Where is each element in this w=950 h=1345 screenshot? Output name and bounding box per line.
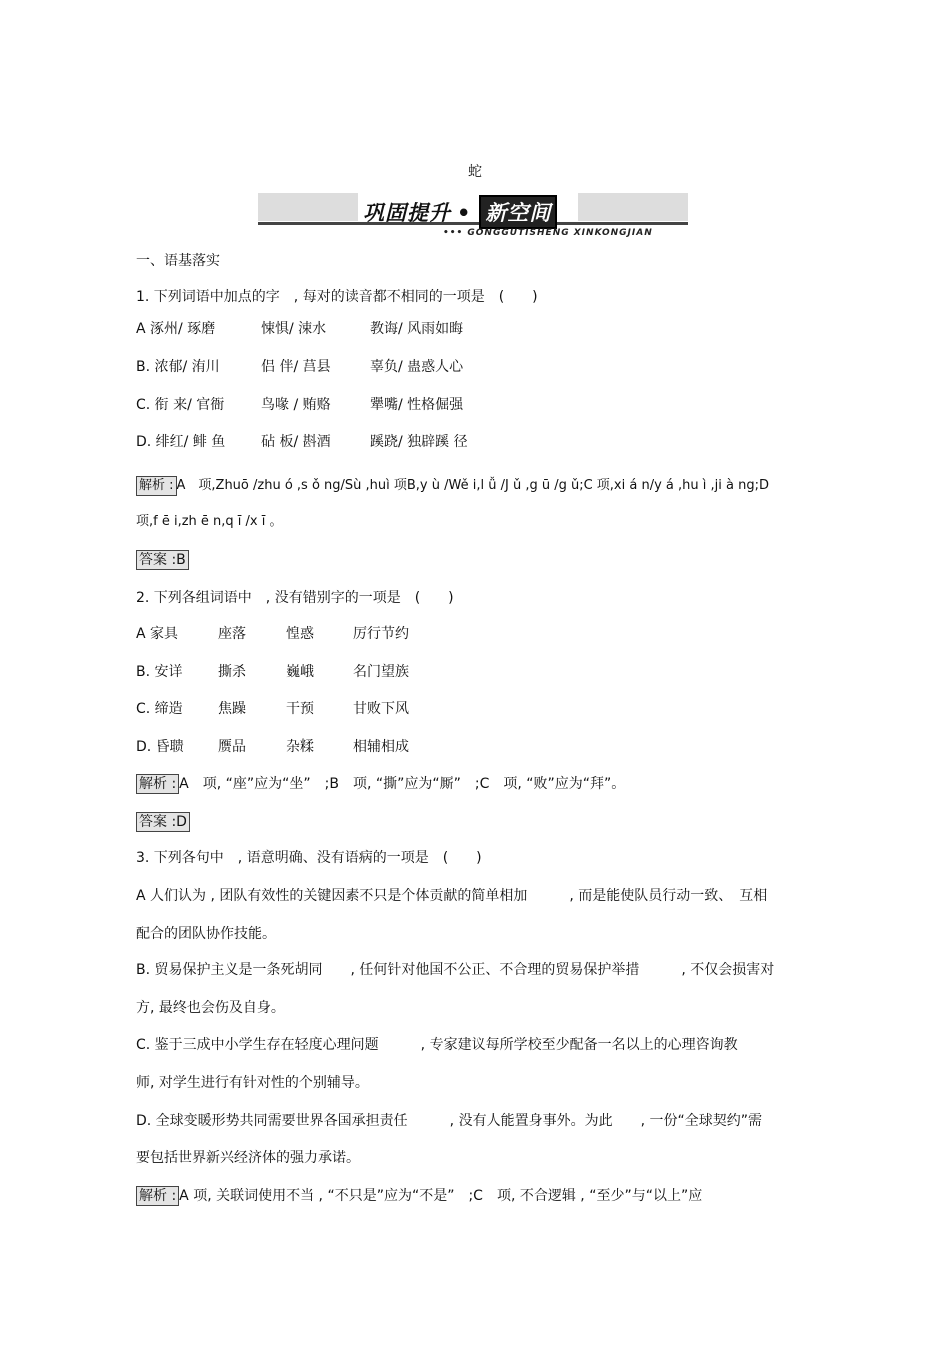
analysis-label: 解析 :: [136, 476, 177, 496]
q1-d-2: 砧 板/ 斟酒: [261, 434, 331, 450]
q2-a-2: 座落: [218, 626, 246, 642]
q2-a-3: 惶惑: [286, 626, 314, 642]
q3-analysis: [136, 1186, 702, 1206]
q2-d-3: 杂糅: [286, 739, 314, 755]
q2-answer: [136, 812, 190, 832]
banner-subtitle: ••• GONGGUTISHENG XINKONGJIAN: [443, 228, 653, 238]
answer-label: 答案 :B: [136, 550, 189, 570]
banner-title-left: 巩固提升: [363, 201, 451, 225]
answer-label: 答案 :D: [136, 812, 190, 832]
banner-dot: •: [457, 201, 472, 225]
analysis-label: 解析 :: [136, 1186, 179, 1206]
q1-c-1: C. 衔 来/ 官衙: [136, 397, 225, 413]
q2-c-4: 甘败下风: [353, 701, 409, 717]
q3-option-c-cont: 师, 对学生进行有针对性的个别辅导。: [136, 1075, 369, 1091]
q2-b-2: 撕杀: [218, 664, 246, 680]
q2-d-4: 相辅相成: [353, 739, 409, 755]
q2-stem: 2. 下列各组词语中 , 没有错别字的一项是 ( ): [136, 590, 454, 606]
page-title: 蛇: [468, 164, 482, 180]
q1-answer: [136, 550, 189, 570]
q1-d-1: D. 绯红/ 鲱 鱼: [136, 434, 226, 450]
q3-option-d-cont: 要包括世界新兴经济体的强力承诺。: [136, 1150, 360, 1166]
q2-c-1: C. 缔造: [136, 701, 183, 717]
q2-answer-value: D: [176, 814, 187, 830]
banner-title-right: 新空间: [479, 195, 557, 229]
q1-analysis: [136, 476, 769, 496]
q3-option-a-cont: 配合的团队协作技能。: [136, 926, 276, 942]
q2-b-4: 名门望族: [353, 664, 409, 680]
q3-option-b-cont: 方, 最终也会伤及自身。: [136, 1000, 285, 1016]
analysis-label: 解析 :: [136, 774, 179, 794]
q2-d-2: 赝品: [218, 739, 246, 755]
q3-option-d: D. 全球变暖形势共同需要世界各国承担责任 , 没有人能置身事外。为此 , 一份“全球契约”需: [136, 1113, 762, 1129]
q2-b-3: 巍峨: [286, 664, 314, 680]
q1-answer-value: B: [176, 552, 186, 568]
section-heading: 一、语基落实: [136, 253, 220, 269]
q2-analysis-text: A 项, “座”应为“坐” ;B 项, “撕”应为“厮” ;C 项, “败”应为“拜”。: [179, 776, 626, 792]
q2-a-1: A 家具: [136, 626, 179, 642]
q2-c-2: 焦躁: [218, 701, 246, 717]
q1-a-2: 悚惧/ 涑水: [261, 321, 327, 337]
q1-c-2: 鸟喙 / 贿赂: [261, 397, 331, 413]
q2-b-1: B. 安详: [136, 664, 183, 680]
q1-stem: 1. 下列词语中加点的字 , 每对的读音都不相同的一项是 ( ): [136, 289, 538, 305]
q2-d-1: D. 昏聩: [136, 739, 184, 755]
q1-b-3: 辜负/ 蛊惑人心: [370, 359, 464, 375]
q1-analysis-text: A 项,Zhuō /zhu ó ,s ǒ ng/Sù ,huì 项B,y ù /Wě i,l ǚ /J ǔ ,g ū /g ǔ;C 项,xi á n/y á ,hu ì ,ji à ng;D: [176, 478, 769, 493]
q1-analysis-cont: 项,f ē i,zh ē n,q ī /x ī 。: [136, 514, 283, 529]
q3-option-c: C. 鉴于三成中小学生存在轻度心理问题 , 专家建议每所学校至少配备一名以上的心理咨询教: [136, 1037, 738, 1053]
banner-stripe-left: [258, 193, 358, 221]
q3-option-b: B. 贸易保护主义是一条死胡同 , 任何针对他国不公正、不合理的贸易保护举措 , 不仅会损害对: [136, 962, 775, 978]
q1-b-2: 侣 伴/ 莒县: [261, 359, 331, 375]
q1-c-3: 犟嘴/ 性格倔强: [370, 397, 464, 413]
q2-analysis: [136, 774, 625, 794]
banner-stripe-right: [578, 193, 688, 221]
q3-analysis-text: A 项, 关联词使用不当 , “不只是”应为“不是” ;C 项, 不合逻辑 , “至少”与“以上”应: [179, 1188, 703, 1204]
banner-title: [363, 195, 557, 229]
q1-d-3: 蹊跷/ 独辟蹊 径: [370, 434, 468, 450]
q3-stem: 3. 下列各句中 , 语意明确、没有语病的一项是 ( ): [136, 850, 482, 866]
q2-a-4: 厉行节约: [353, 626, 409, 642]
q3-option-a: A 人们认为 , 团队有效性的关键因素不只是个体贡献的简单相加 , 而是能使队员行动一致、 互相: [136, 888, 768, 904]
q1-b-1: B. 浓郁/ 洧川: [136, 359, 220, 375]
q1-a-3: 教诲/ 风雨如晦: [370, 321, 464, 337]
section-banner: [258, 193, 688, 241]
q1-a-1: A 涿州/ 琢磨: [136, 321, 216, 337]
q2-c-3: 干预: [286, 701, 314, 717]
